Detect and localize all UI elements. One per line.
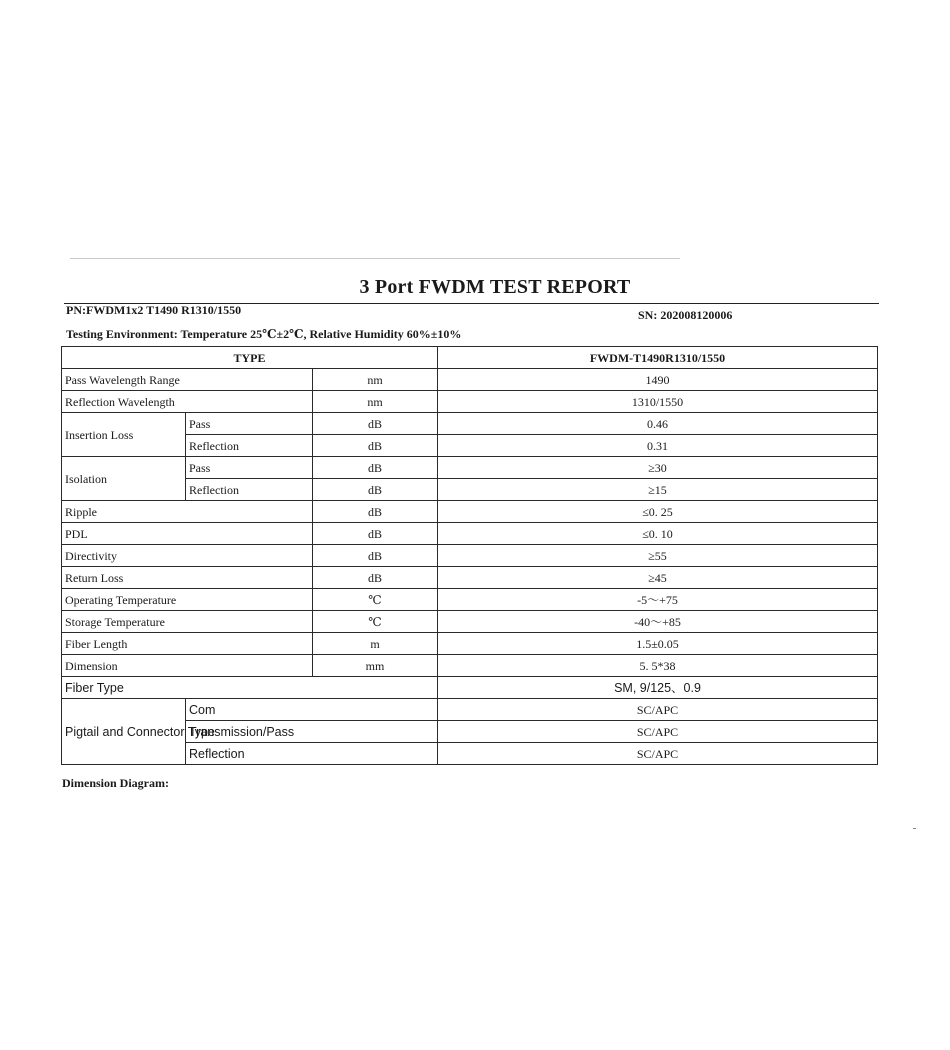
row-value: 0.31 xyxy=(438,435,878,457)
row-unit: nm xyxy=(313,391,438,413)
row-sublabel: Reflection xyxy=(186,479,313,501)
row-unit: mm xyxy=(313,655,438,677)
row-value: 1.5±0.05 xyxy=(438,633,878,655)
row-value: SC/APC xyxy=(438,721,878,743)
row-unit: dB xyxy=(313,457,438,479)
row-value: 0.46 xyxy=(438,413,878,435)
row-label: Fiber Type xyxy=(62,677,438,699)
header-rule xyxy=(64,303,879,304)
row-label: Isolation xyxy=(62,457,186,501)
row-value: SC/APC xyxy=(438,699,878,721)
row-label: Directivity xyxy=(62,545,313,567)
row-label: Pigtail and Connector Type xyxy=(62,699,186,765)
row-unit: dB xyxy=(313,413,438,435)
row-value: ≤0. 25 xyxy=(438,501,878,523)
row-value: 1310/1550 xyxy=(438,391,878,413)
row-unit: dB xyxy=(313,545,438,567)
table-row xyxy=(62,457,878,479)
row-value: 1490 xyxy=(438,369,878,391)
row-value: ≥55 xyxy=(438,545,878,567)
table-row xyxy=(62,501,878,523)
table-row xyxy=(62,677,878,699)
row-label: Dimension xyxy=(62,655,313,677)
row-sublabel: Reflection xyxy=(186,743,438,765)
row-unit: nm xyxy=(313,369,438,391)
row-sublabel: Pass xyxy=(186,457,313,479)
row-label: Insertion Loss xyxy=(62,413,186,457)
report-title: 3 Port FWDM TEST REPORT xyxy=(359,276,631,298)
row-label: Storage Temperature xyxy=(62,611,313,633)
row-unit: dB xyxy=(313,567,438,589)
header-model: FWDM-T1490R1310/1550 xyxy=(438,347,878,369)
row-unit: ℃ xyxy=(313,611,438,633)
row-unit: dB xyxy=(313,479,438,501)
row-label: Reflection Wavelength xyxy=(62,391,313,413)
row-sublabel: Pass xyxy=(186,413,313,435)
row-label: Return Loss xyxy=(62,567,313,589)
row-unit: dB xyxy=(313,501,438,523)
row-unit: dB xyxy=(313,523,438,545)
row-label: Operating Temperature xyxy=(62,589,313,611)
table-row xyxy=(62,545,878,567)
table-row xyxy=(62,611,878,633)
row-unit: ℃ xyxy=(313,589,438,611)
test-report-table xyxy=(61,346,878,765)
row-value: 5. 5*38 xyxy=(438,655,878,677)
row-value: SM, 9/125、0.9 xyxy=(438,677,878,699)
table-header-row xyxy=(62,347,878,369)
row-sublabel: Com xyxy=(186,699,438,721)
table-row xyxy=(62,589,878,611)
table-row xyxy=(62,699,878,721)
row-value: SC/APC xyxy=(438,743,878,765)
part-number: PN:FWDM1x2 T1490 R1310/1550 xyxy=(66,303,242,317)
row-label: Fiber Length xyxy=(62,633,313,655)
testing-environment: Testing Environment: Temperature 25℃±2℃, Relative Humidity 60%±10% xyxy=(66,327,462,341)
row-value: ≤0. 10 xyxy=(438,523,878,545)
row-value: ≥30 xyxy=(438,457,878,479)
row-value: -40～+85 xyxy=(438,611,878,633)
table-row xyxy=(62,391,878,413)
row-unit: dB xyxy=(313,435,438,457)
table-row xyxy=(62,413,878,435)
row-unit: m xyxy=(313,633,438,655)
row-label: Ripple xyxy=(62,501,313,523)
scan-speck xyxy=(913,828,916,829)
row-sublabel: Transmission/Pass xyxy=(186,721,438,743)
table-row xyxy=(62,567,878,589)
row-sublabel: Reflection xyxy=(186,435,313,457)
row-label: PDL xyxy=(62,523,313,545)
row-value: ≥15 xyxy=(438,479,878,501)
table-row xyxy=(62,369,878,391)
row-value: -5～+75 xyxy=(438,589,878,611)
table-row xyxy=(62,523,878,545)
row-value: ≥45 xyxy=(438,567,878,589)
row-label: Pass Wavelength Range xyxy=(62,369,313,391)
header-type: TYPE xyxy=(62,347,438,369)
serial-number: SN: 202008120006 xyxy=(638,308,733,322)
table-row xyxy=(62,655,878,677)
table-row xyxy=(62,633,878,655)
dimension-diagram-label: Dimension Diagram: xyxy=(62,776,169,790)
top-rule xyxy=(70,258,680,259)
